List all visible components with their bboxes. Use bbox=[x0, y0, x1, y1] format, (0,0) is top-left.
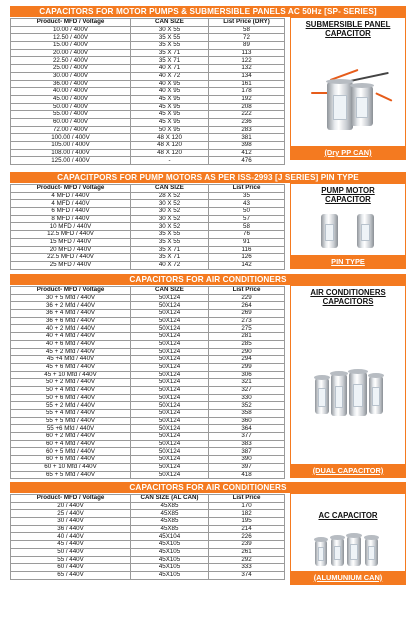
cell-list-price: 281 bbox=[209, 333, 285, 341]
table-row bbox=[11, 261, 285, 269]
table-row bbox=[11, 57, 285, 65]
table-row bbox=[11, 510, 285, 518]
cell-list-price: 398 bbox=[209, 142, 285, 150]
table-row bbox=[11, 215, 285, 223]
cell-can-size: 50X124 bbox=[131, 340, 209, 348]
cell-can-size: - bbox=[131, 157, 209, 165]
cell-product: 15 MFD / 440V bbox=[11, 238, 131, 246]
cell-list-price: 76 bbox=[209, 231, 285, 239]
cell-list-price: 170 bbox=[209, 502, 285, 510]
cell-can-size: 50 X 95 bbox=[131, 126, 209, 134]
header-list-price: List Price bbox=[209, 287, 285, 295]
cell-product: 45 + 10 Mfd / 440V bbox=[11, 371, 131, 379]
cell-list-price: 476 bbox=[209, 157, 285, 165]
cell-list-price: 89 bbox=[209, 42, 285, 50]
header-list-price: List Price (DRY) bbox=[209, 19, 285, 27]
table-header-row bbox=[11, 185, 285, 193]
cell-list-price: 333 bbox=[209, 564, 285, 572]
table-row bbox=[11, 541, 285, 549]
cell-list-price: 387 bbox=[209, 448, 285, 456]
cell-product: 55 +6 Mfd / 440V bbox=[11, 425, 131, 433]
cell-list-price: 364 bbox=[209, 425, 285, 433]
product-panel bbox=[290, 183, 406, 269]
cell-list-price: 222 bbox=[209, 111, 285, 119]
cell-product: 25.00 / 400V bbox=[11, 65, 131, 73]
cell-can-size: 40 X 95 bbox=[131, 80, 209, 88]
cell-can-size: 45X85 bbox=[131, 525, 209, 533]
cell-list-price: 306 bbox=[209, 371, 285, 379]
cell-product: 30 / 440V bbox=[11, 518, 131, 526]
cell-product: 40.00 / 400V bbox=[11, 88, 131, 96]
cell-list-price: 418 bbox=[209, 471, 285, 479]
cell-can-size: 50X124 bbox=[131, 348, 209, 356]
cell-list-price: 116 bbox=[209, 246, 285, 254]
cell-list-price: 239 bbox=[209, 541, 285, 549]
cell-can-size: 35 X 55 bbox=[131, 34, 209, 42]
cell-can-size: 45X104 bbox=[131, 533, 209, 541]
header-product: Product- MFD / Voltage bbox=[11, 495, 131, 503]
cell-can-size: 45X105 bbox=[131, 564, 209, 572]
table-row bbox=[11, 310, 285, 318]
cell-can-size: 45X85 bbox=[131, 518, 209, 526]
cell-can-size: 50X124 bbox=[131, 310, 209, 318]
cell-can-size: 28 X 52 bbox=[131, 192, 209, 200]
cell-product: 10.00 / 400V bbox=[11, 26, 131, 34]
cell-can-size: 35 X 55 bbox=[131, 231, 209, 239]
cell-list-price: 192 bbox=[209, 95, 285, 103]
cell-can-size: 45 X 95 bbox=[131, 103, 209, 111]
cell-can-size: 30 X 52 bbox=[131, 223, 209, 231]
capacitor-image bbox=[291, 370, 405, 420]
table-row bbox=[11, 379, 285, 387]
cell-list-price: 358 bbox=[209, 410, 285, 418]
cell-product: 105.00 / 400V bbox=[11, 142, 131, 150]
cell-list-price: 412 bbox=[209, 149, 285, 157]
cell-can-size: 50X124 bbox=[131, 317, 209, 325]
panel-footer: (DUAL CAPACITOR) bbox=[291, 464, 405, 477]
cell-can-size: 35 X 71 bbox=[131, 57, 209, 65]
table-row bbox=[11, 231, 285, 239]
table-row bbox=[11, 223, 285, 231]
table-row bbox=[11, 363, 285, 371]
cell-list-price: 134 bbox=[209, 72, 285, 80]
price-table bbox=[10, 494, 285, 580]
cell-product: 30.00 / 400V bbox=[11, 72, 131, 80]
table-header-row bbox=[11, 495, 285, 503]
cell-can-size: 50X124 bbox=[131, 463, 209, 471]
cell-list-price: 397 bbox=[209, 463, 285, 471]
cell-can-size: 45 X 95 bbox=[131, 118, 209, 126]
table-row bbox=[11, 157, 285, 165]
table-row bbox=[11, 103, 285, 111]
cell-product: 36 + 4 Mfd / 440V bbox=[11, 310, 131, 318]
cell-list-price: 113 bbox=[209, 49, 285, 57]
table-row bbox=[11, 208, 285, 216]
header-product: Product- MFD / Voltage bbox=[11, 185, 131, 193]
cell-product: 20 MFD / 440V bbox=[11, 246, 131, 254]
cell-list-price: 57 bbox=[209, 215, 285, 223]
cell-list-price: 360 bbox=[209, 417, 285, 425]
table-row bbox=[11, 149, 285, 157]
table-header-row bbox=[11, 287, 285, 295]
cell-product: 45.00 / 400V bbox=[11, 95, 131, 103]
cell-product: 45 +4 Mfd / 440V bbox=[11, 356, 131, 364]
cell-can-size: 50X124 bbox=[131, 356, 209, 364]
panel-footer: (ALUMUNIUM CAN) bbox=[291, 571, 405, 584]
header-can-size: CAN SIZE (AL CAN) bbox=[131, 495, 209, 503]
cell-can-size: 50X124 bbox=[131, 448, 209, 456]
section-title: CAPACITORS FOR AIR CONDITIONERS bbox=[10, 482, 406, 493]
table-row bbox=[11, 333, 285, 341]
cell-product: 30 + 5 Mfd / 440V bbox=[11, 294, 131, 302]
cell-product: 72.00 / 400V bbox=[11, 126, 131, 134]
cell-can-size: 45X105 bbox=[131, 548, 209, 556]
table-row bbox=[11, 456, 285, 464]
capacitor-image bbox=[291, 58, 405, 138]
cell-product: 60 + 5 Mfd / 440V bbox=[11, 448, 131, 456]
cell-can-size: 40 X 71 bbox=[131, 65, 209, 73]
cell-product: 60 + 10 Mfd / 440V bbox=[11, 463, 131, 471]
cell-product: 40 + 4 Mfd / 440V bbox=[11, 333, 131, 341]
table-row bbox=[11, 302, 285, 310]
cell-list-price: 285 bbox=[209, 340, 285, 348]
cell-list-price: 290 bbox=[209, 348, 285, 356]
cell-list-price: 126 bbox=[209, 254, 285, 262]
cell-can-size: 50X124 bbox=[131, 363, 209, 371]
section-pump-motor bbox=[10, 172, 406, 270]
header-product: Product- MFD / Voltage bbox=[11, 19, 131, 27]
cell-list-price: 208 bbox=[209, 103, 285, 111]
panel-footer: (Dry PP CAN) bbox=[291, 146, 405, 159]
capacitor-image bbox=[291, 532, 405, 570]
panel-title: PUMP MOTOR CAPACITOR bbox=[321, 186, 375, 204]
cell-product: 60 + 6 Mfd / 440V bbox=[11, 456, 131, 464]
section-title: CAPACITPORS FOR PUMP MOTORS AS PER ISS-2993 [J SERIES] PIN TYPE bbox=[10, 172, 406, 183]
cell-product: 125.00 / 400V bbox=[11, 157, 131, 165]
cell-can-size: 45X105 bbox=[131, 556, 209, 564]
cell-can-size: 35 X 55 bbox=[131, 238, 209, 246]
table-row bbox=[11, 34, 285, 42]
cell-list-price: 261 bbox=[209, 548, 285, 556]
table-row bbox=[11, 394, 285, 402]
cell-can-size: 45X105 bbox=[131, 541, 209, 549]
cell-can-size: 50X124 bbox=[131, 302, 209, 310]
cell-list-price: 377 bbox=[209, 433, 285, 441]
panel-footer: PIN TYPE bbox=[291, 255, 405, 268]
cell-product: 65 + 5 Mfd / 440V bbox=[11, 471, 131, 479]
cell-product: 55 + 2 Mfd / 440V bbox=[11, 402, 131, 410]
table-row bbox=[11, 348, 285, 356]
cell-product: 60.00 / 400V bbox=[11, 118, 131, 126]
cell-can-size: 35 X 55 bbox=[131, 42, 209, 50]
table-row bbox=[11, 95, 285, 103]
cell-list-price: 50 bbox=[209, 208, 285, 216]
cell-can-size: 50X124 bbox=[131, 433, 209, 441]
cell-list-price: 229 bbox=[209, 294, 285, 302]
section-ac-single bbox=[10, 482, 406, 580]
cell-product: 4 MFD / 440V bbox=[11, 200, 131, 208]
cell-can-size: 48 X 120 bbox=[131, 134, 209, 142]
cell-product: 55 / 440V bbox=[11, 556, 131, 564]
cell-list-price: 327 bbox=[209, 386, 285, 394]
table-row bbox=[11, 425, 285, 433]
cell-product: 36 / 440V bbox=[11, 525, 131, 533]
cell-product: 55.00 / 400V bbox=[11, 111, 131, 119]
cell-product: 6 MFD / 440V bbox=[11, 208, 131, 216]
cell-product: 60 / 440V bbox=[11, 564, 131, 572]
cell-product: 10 MFD / 440V bbox=[11, 223, 131, 231]
cell-product: 55 + 5 Mfd / 440V bbox=[11, 417, 131, 425]
cell-list-price: 178 bbox=[209, 88, 285, 96]
table-header-row bbox=[11, 19, 285, 27]
cell-product: 45 / 440V bbox=[11, 541, 131, 549]
cell-product: 50 + 2 Mfd / 440V bbox=[11, 379, 131, 387]
table-row bbox=[11, 448, 285, 456]
table-row bbox=[11, 88, 285, 96]
cell-list-price: 381 bbox=[209, 134, 285, 142]
table-row bbox=[11, 433, 285, 441]
panel-title: AC CAPACITOR bbox=[318, 511, 378, 520]
cell-product: 50 / 440V bbox=[11, 548, 131, 556]
cell-list-price: 299 bbox=[209, 363, 285, 371]
cell-can-size: 48 X 120 bbox=[131, 142, 209, 150]
table-row bbox=[11, 294, 285, 302]
cell-can-size: 50X124 bbox=[131, 402, 209, 410]
cell-can-size: 50X124 bbox=[131, 425, 209, 433]
cell-list-price: 236 bbox=[209, 118, 285, 126]
cell-product: 20.00 / 400V bbox=[11, 49, 131, 57]
cell-can-size: 50X124 bbox=[131, 379, 209, 387]
cell-product: 36 + 2 Mfd / 440V bbox=[11, 302, 131, 310]
cell-list-price: 182 bbox=[209, 510, 285, 518]
cell-product: 108.00 / 400V bbox=[11, 149, 131, 157]
table-row bbox=[11, 525, 285, 533]
cell-product: 50 + 4 Mfd / 440V bbox=[11, 386, 131, 394]
cell-product: 50 + 6 Mfd / 440V bbox=[11, 394, 131, 402]
cell-list-price: 142 bbox=[209, 261, 285, 269]
cell-can-size: 35 X 71 bbox=[131, 49, 209, 57]
cell-list-price: 264 bbox=[209, 302, 285, 310]
section-title: CAPACITORS FOR MOTOR PUMPS & SUBMERSIBLE PANELS AC 50Hz [SP- SERIES] bbox=[10, 6, 406, 17]
cell-list-price: 273 bbox=[209, 317, 285, 325]
cell-product: 8 MFD / 440V bbox=[11, 215, 131, 223]
cell-list-price: 275 bbox=[209, 325, 285, 333]
cell-list-price: 269 bbox=[209, 310, 285, 318]
table-row bbox=[11, 386, 285, 394]
section-submersible bbox=[10, 6, 406, 165]
table-row bbox=[11, 134, 285, 142]
cell-list-price: 294 bbox=[209, 356, 285, 364]
cell-can-size: 50X124 bbox=[131, 333, 209, 341]
cell-can-size: 45 X 95 bbox=[131, 95, 209, 103]
header-can-size: CAN SIZE bbox=[131, 287, 209, 295]
product-panel bbox=[290, 17, 406, 160]
table-row bbox=[11, 80, 285, 88]
cell-can-size: 50X124 bbox=[131, 471, 209, 479]
cell-list-price: 35 bbox=[209, 192, 285, 200]
cell-list-price: 72 bbox=[209, 34, 285, 42]
table-row bbox=[11, 246, 285, 254]
table-row bbox=[11, 26, 285, 34]
cell-list-price: 383 bbox=[209, 440, 285, 448]
cell-list-price: 214 bbox=[209, 525, 285, 533]
table-row bbox=[11, 254, 285, 262]
table-row bbox=[11, 533, 285, 541]
cell-list-price: 58 bbox=[209, 223, 285, 231]
table-row bbox=[11, 65, 285, 73]
cell-product: 12.5 MFD / 440V bbox=[11, 231, 131, 239]
cell-product: 25 / 440V bbox=[11, 510, 131, 518]
section-title: CAPACITORS FOR AIR CONDITIONERS bbox=[10, 274, 406, 285]
table-row bbox=[11, 340, 285, 348]
table-row bbox=[11, 463, 285, 471]
cell-product: 12.50 / 400V bbox=[11, 34, 131, 42]
header-list-price: List Price bbox=[209, 495, 285, 503]
table-row bbox=[11, 518, 285, 526]
table-row bbox=[11, 325, 285, 333]
cell-product: 20 / 440V bbox=[11, 502, 131, 510]
cell-product: 40 / 440V bbox=[11, 533, 131, 541]
cell-can-size: 45X85 bbox=[131, 502, 209, 510]
cell-can-size: 40 X 72 bbox=[131, 261, 209, 269]
cell-can-size: 45 X 95 bbox=[131, 111, 209, 119]
cell-can-size: 50X124 bbox=[131, 394, 209, 402]
price-table bbox=[10, 18, 285, 165]
cell-product: 65 / 440V bbox=[11, 571, 131, 579]
cell-can-size: 50X124 bbox=[131, 294, 209, 302]
cell-product: 60 + 2 Mfd / 440V bbox=[11, 433, 131, 441]
cell-can-size: 40 X 95 bbox=[131, 88, 209, 96]
panel-title: AIR CONDITIONERS CAPACITORS bbox=[310, 288, 386, 306]
cell-product: 4 MFD / 440V bbox=[11, 192, 131, 200]
cell-can-size: 45X85 bbox=[131, 510, 209, 518]
cell-product: 40 + 6 Mfd / 440V bbox=[11, 340, 131, 348]
table-row bbox=[11, 111, 285, 119]
price-table bbox=[10, 184, 285, 270]
table-row bbox=[11, 502, 285, 510]
cell-product: 22.5 MFD / 440V bbox=[11, 254, 131, 262]
table-row bbox=[11, 564, 285, 572]
cell-list-price: 122 bbox=[209, 57, 285, 65]
cell-can-size: 30 X 52 bbox=[131, 215, 209, 223]
table-row bbox=[11, 42, 285, 50]
header-can-size: CAN SIZE bbox=[131, 19, 209, 27]
cell-can-size: 50X124 bbox=[131, 386, 209, 394]
cell-list-price: 352 bbox=[209, 402, 285, 410]
table-row bbox=[11, 200, 285, 208]
cell-list-price: 226 bbox=[209, 533, 285, 541]
cell-can-size: 50X124 bbox=[131, 410, 209, 418]
cell-can-size: 30 X 52 bbox=[131, 208, 209, 216]
cell-can-size: 35 X 71 bbox=[131, 254, 209, 262]
table-row bbox=[11, 371, 285, 379]
cell-can-size: 30 X 55 bbox=[131, 26, 209, 34]
table-row bbox=[11, 417, 285, 425]
cell-product: 22.50 / 400V bbox=[11, 57, 131, 65]
header-can-size: CAN SIZE bbox=[131, 185, 209, 193]
panel-title: SUBMERSIBLE PANEL CAPACITOR bbox=[305, 20, 391, 38]
table-row bbox=[11, 556, 285, 564]
cell-list-price: 374 bbox=[209, 571, 285, 579]
cell-can-size: 50X124 bbox=[131, 440, 209, 448]
table-row bbox=[11, 571, 285, 579]
table-row bbox=[11, 402, 285, 410]
table-row bbox=[11, 118, 285, 126]
cell-list-price: 58 bbox=[209, 26, 285, 34]
cell-can-size: 35 X 71 bbox=[131, 246, 209, 254]
cell-list-price: 321 bbox=[209, 379, 285, 387]
section-ac-dual bbox=[10, 274, 406, 479]
cell-list-price: 292 bbox=[209, 556, 285, 564]
table-row bbox=[11, 410, 285, 418]
cell-list-price: 91 bbox=[209, 238, 285, 246]
cell-product: 15.00 / 400V bbox=[11, 42, 131, 50]
table-row bbox=[11, 142, 285, 150]
cell-can-size: 48 X 120 bbox=[131, 149, 209, 157]
header-list-price: List Price bbox=[209, 185, 285, 193]
cell-list-price: 283 bbox=[209, 126, 285, 134]
cell-can-size: 50X124 bbox=[131, 325, 209, 333]
header-product: Product- MFD / Voltage bbox=[11, 287, 131, 295]
capacitor-image bbox=[291, 210, 405, 256]
table-row bbox=[11, 126, 285, 134]
cell-product: 36.00 / 400V bbox=[11, 80, 131, 88]
cell-can-size: 50X124 bbox=[131, 371, 209, 379]
cell-list-price: 43 bbox=[209, 200, 285, 208]
cell-list-price: 132 bbox=[209, 65, 285, 73]
cell-product: 40 + 2 Mfd / 440V bbox=[11, 325, 131, 333]
cell-list-price: 390 bbox=[209, 456, 285, 464]
cell-list-price: 195 bbox=[209, 518, 285, 526]
table-row bbox=[11, 548, 285, 556]
cell-can-size: 40 X 72 bbox=[131, 72, 209, 80]
product-panel bbox=[290, 493, 406, 585]
cell-product: 100.00 / 400V bbox=[11, 134, 131, 142]
table-row bbox=[11, 238, 285, 246]
table-row bbox=[11, 49, 285, 57]
table-row bbox=[11, 356, 285, 364]
price-table bbox=[10, 286, 285, 479]
table-row bbox=[11, 440, 285, 448]
cell-can-size: 50X124 bbox=[131, 456, 209, 464]
cell-list-price: 161 bbox=[209, 80, 285, 88]
table-row bbox=[11, 317, 285, 325]
table-row bbox=[11, 72, 285, 80]
cell-can-size: 30 X 52 bbox=[131, 200, 209, 208]
cell-product: 50.00 / 400V bbox=[11, 103, 131, 111]
product-panel bbox=[290, 285, 406, 478]
cell-product: 25 MFD / 440V bbox=[11, 261, 131, 269]
table-row bbox=[11, 471, 285, 479]
cell-product: 60 + 4 Mfd / 440V bbox=[11, 440, 131, 448]
cell-product: 36 + 6 Mfd / 440V bbox=[11, 317, 131, 325]
cell-product: 45 + 2 Mfd / 440V bbox=[11, 348, 131, 356]
table-row bbox=[11, 192, 285, 200]
cell-can-size: 50X124 bbox=[131, 417, 209, 425]
cell-can-size: 45X105 bbox=[131, 571, 209, 579]
cell-list-price: 330 bbox=[209, 394, 285, 402]
cell-product: 45 + 6 Mfd / 440V bbox=[11, 363, 131, 371]
cell-product: 55 + 4 Mfd / 440V bbox=[11, 410, 131, 418]
